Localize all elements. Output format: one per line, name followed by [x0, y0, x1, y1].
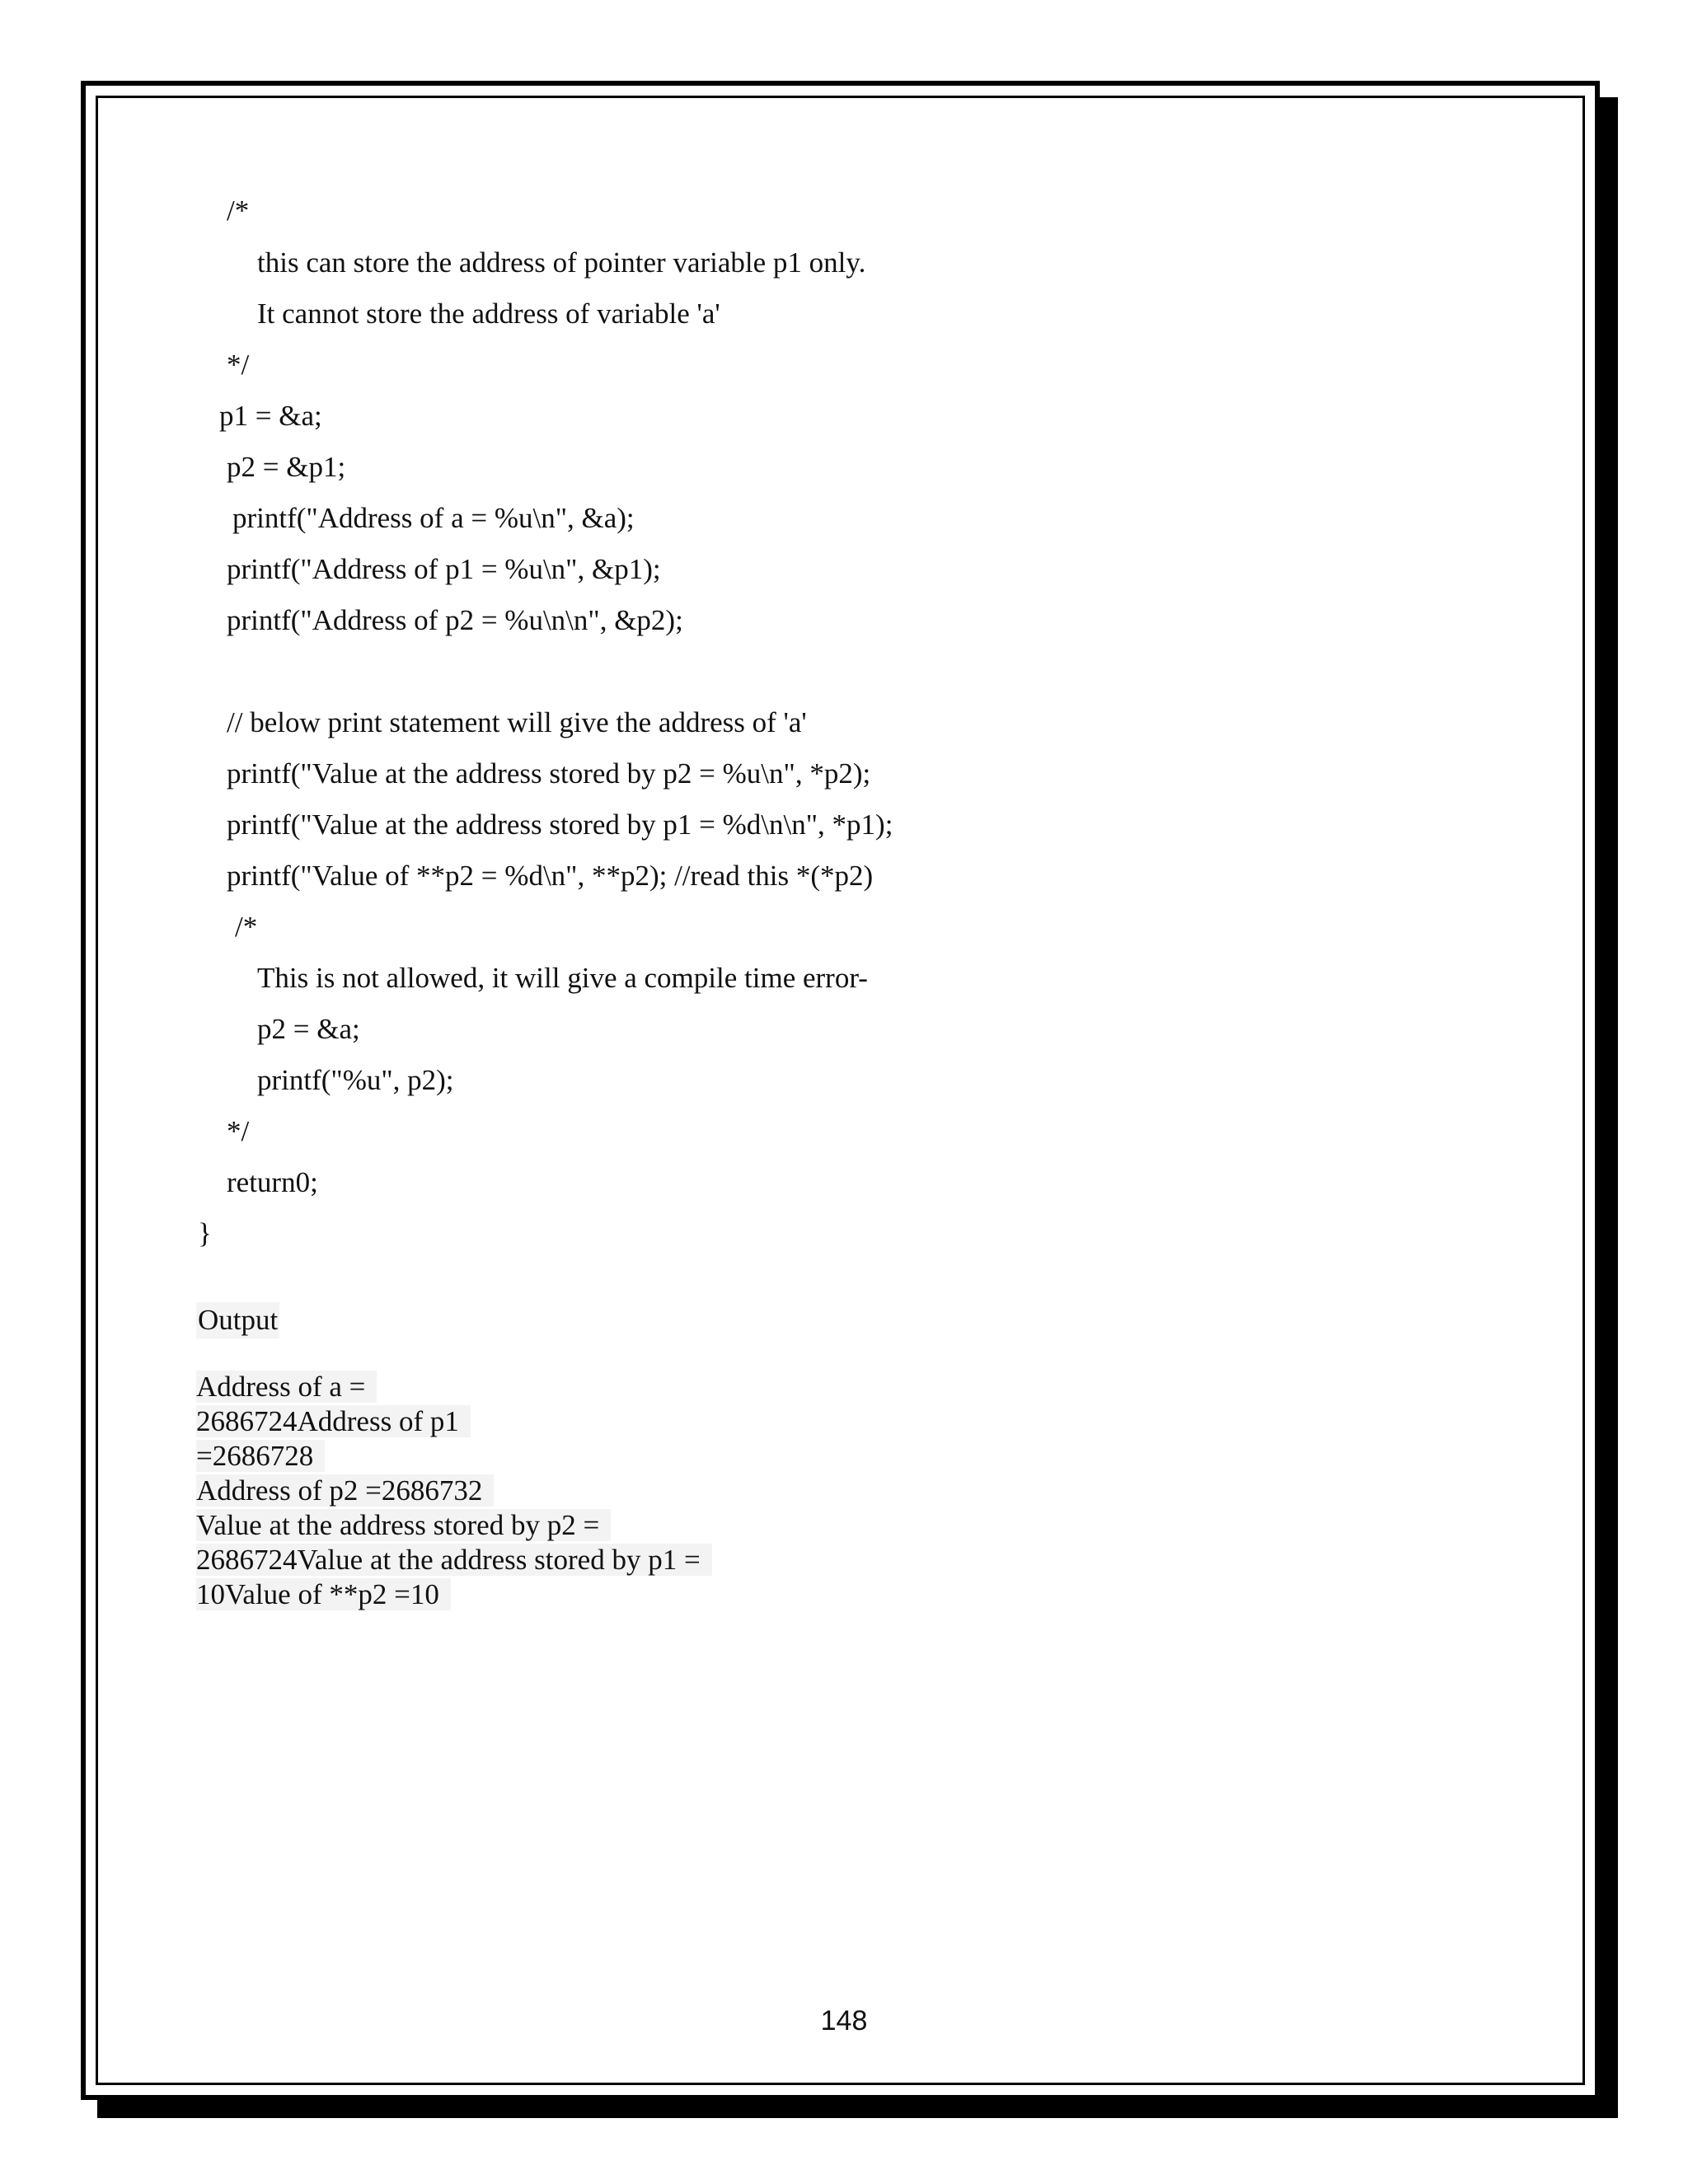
code-line: printf("Value of **p2 = %d\n", **p2); //read this *(*p2)	[227, 860, 874, 892]
output-line-text: =2686728	[196, 1440, 325, 1472]
code-line: printf("Address of p2 = %u\n\n", &p2);	[227, 604, 683, 636]
output-line	[196, 1439, 712, 1474]
code-line: p2 = &p1;	[227, 451, 346, 483]
code-line: printf("Address of p1 = %u\n", &p1);	[227, 553, 661, 585]
code-line: this can store the address of pointer variable p1 only.	[257, 246, 866, 279]
page-number: 148	[820, 2005, 868, 2036]
output-line	[196, 1577, 712, 1612]
code-line: /*	[235, 911, 258, 943]
output-line-text: 2686724Address of p1	[196, 1405, 471, 1437]
output-line-text: Address of a =	[196, 1371, 377, 1403]
output-line-text: Address of p2 =2686732	[196, 1474, 494, 1507]
output-line-text: 10Value of **p2 =10	[196, 1578, 451, 1610]
code-line: This is not allowed, it will give a compile time error-	[257, 962, 868, 994]
code-line: printf("Value at the address stored by p2 = %u\n", *p2);	[227, 757, 871, 790]
output-line	[196, 1404, 712, 1439]
code-line: It cannot store the address of variable 'a'	[257, 298, 720, 330]
code-comment-line: // below print statement will give the address of 'a'	[227, 706, 807, 738]
output-line-text: 2686724Value at the address stored by p1 =	[196, 1544, 712, 1576]
code-line: return0;	[227, 1166, 318, 1198]
code-line: printf("%u", p2);	[257, 1064, 454, 1096]
code-line: p2 = &a;	[257, 1013, 360, 1045]
code-line: printf("Value at the address stored by p1 = %d\n\n", *p1);	[227, 808, 893, 841]
code-line: */	[227, 349, 250, 381]
code-line: p1 = &a;	[219, 400, 322, 432]
code-line: printf("Address of a = %u\n", &a);	[232, 502, 635, 534]
output-block	[196, 1370, 712, 1612]
code-line: }	[198, 1217, 212, 1249]
output-line	[196, 1508, 712, 1543]
output-line	[196, 1370, 712, 1404]
output-line-text: Value at the address stored by p2 =	[196, 1509, 611, 1541]
output-line	[196, 1474, 712, 1508]
code-line: */	[227, 1115, 250, 1147]
code-line: /*	[227, 194, 250, 227]
output-line	[196, 1543, 712, 1577]
output-heading: Output	[196, 1302, 279, 1338]
